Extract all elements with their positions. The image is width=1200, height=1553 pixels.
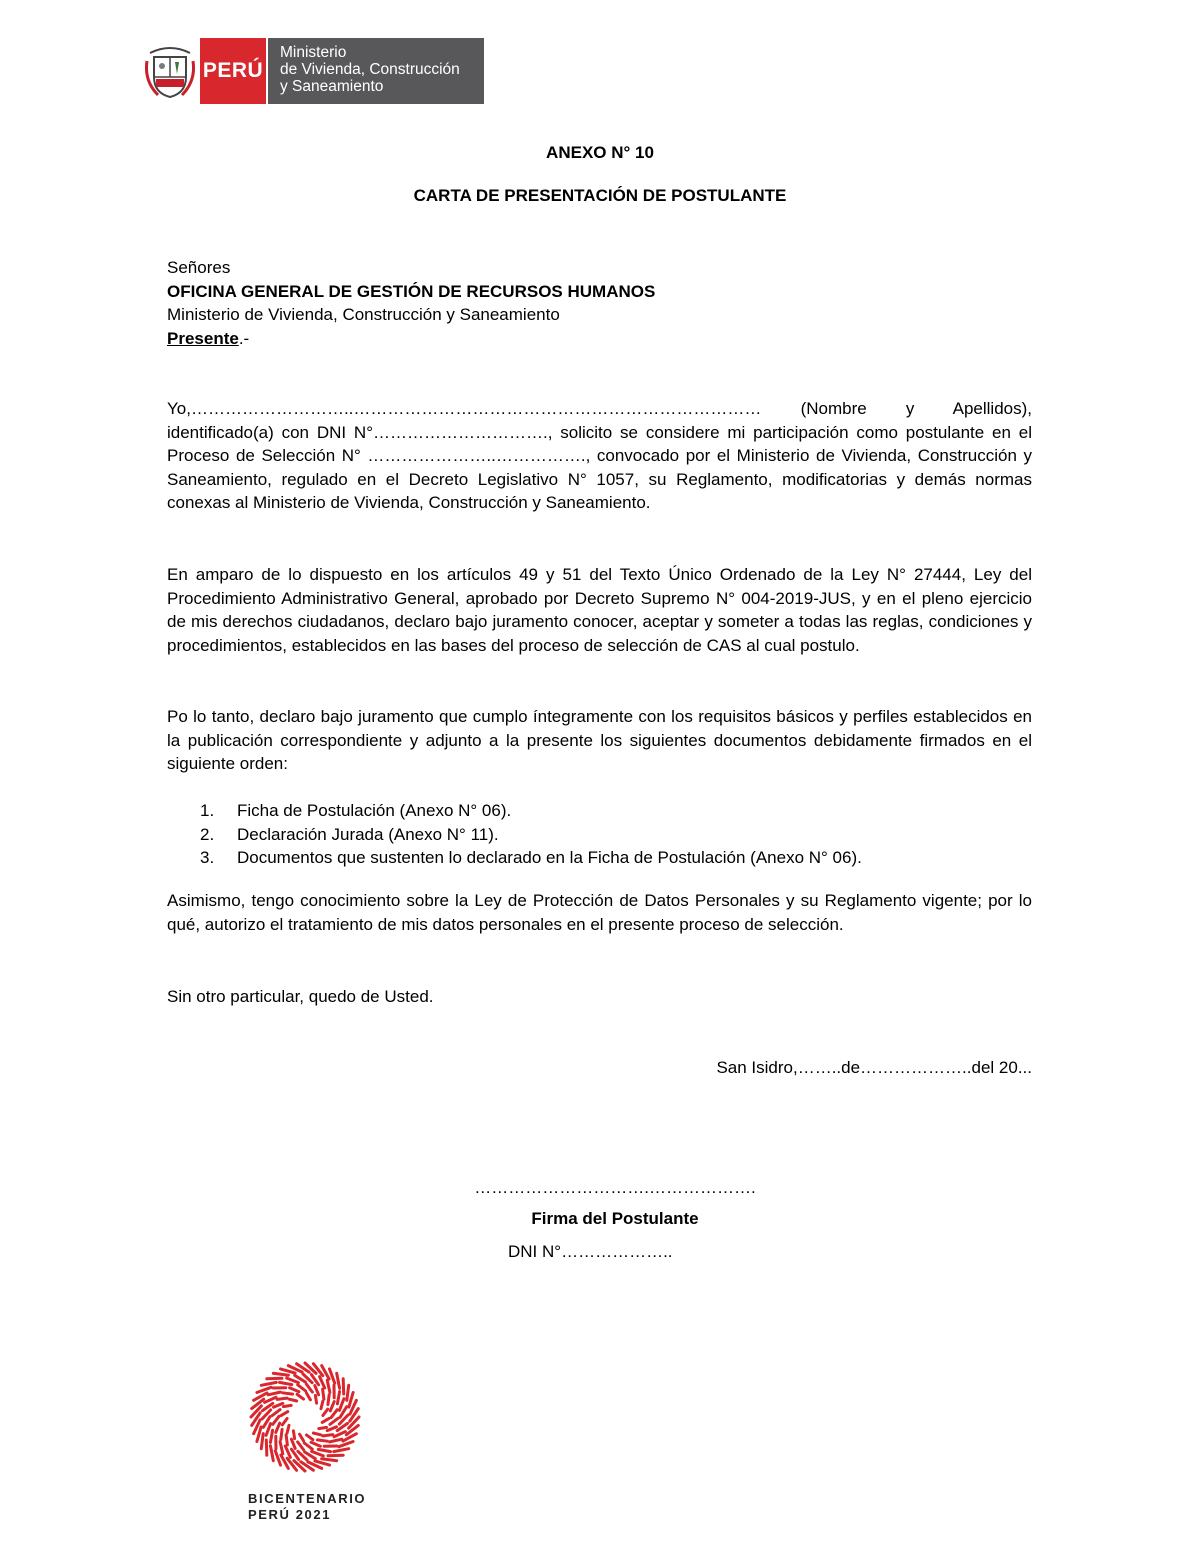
sunburst-ray [306, 1384, 312, 1392]
sunburst-ray [330, 1369, 335, 1383]
sunburst-ray [315, 1386, 319, 1395]
sunburst-ray [337, 1373, 340, 1388]
salutation: Señores [167, 258, 231, 277]
peru-coat-of-arms-icon [140, 38, 200, 104]
sunburst-ray [289, 1399, 297, 1401]
sunburst-ray [276, 1423, 280, 1432]
sunburst-ray [307, 1435, 313, 1440]
sunburst-ray [323, 1389, 324, 1399]
sunburst-ray [291, 1439, 295, 1448]
sunburst-ray [283, 1393, 293, 1394]
paragraph-data-protection: Asimismo, tengo conocimiento sobre la Ley de Protección de Datos Personales y su Reglamento vigente; por lo qué, autorizo el tratamiento de mis datos personales en el presente proceso de selección. [167, 891, 1032, 934]
sunburst-ray [281, 1369, 296, 1373]
presente-line [167, 327, 1032, 351]
sunburst-ray [280, 1382, 292, 1384]
ministry-name: Ministerio de Vivienda, Construcción y Saneamiento [167, 305, 560, 324]
sunburst-ray [266, 1440, 267, 1455]
sunburst-ray [266, 1424, 271, 1436]
annex-title: ANEXO N° 10 [546, 143, 654, 162]
sunburst-ray [347, 1385, 349, 1400]
sunburst-ray [328, 1455, 343, 1456]
sunburst-ray [281, 1429, 282, 1439]
sunburst-ray [293, 1431, 294, 1439]
presente-suffix: .- [238, 328, 250, 348]
sunburst-ray [270, 1446, 273, 1461]
sunburst-ray [330, 1418, 338, 1424]
ministry-header-logo [140, 38, 484, 104]
bicentenario-logo [240, 1355, 370, 1550]
list-item [200, 846, 862, 870]
sunburst-ray [300, 1434, 304, 1441]
sunburst-ray [268, 1392, 280, 1395]
bicentenario-text: BICENTENARIO [248, 1491, 367, 1506]
sunburst-ray [282, 1419, 287, 1425]
sunburst-ray [322, 1459, 337, 1461]
peru-2021-text: PERÚ 2021 [248, 1507, 332, 1522]
sunburst-ray [272, 1410, 280, 1416]
sunburst-ray [327, 1380, 330, 1392]
sunburst-ray [313, 1433, 321, 1435]
sunburst-ray [283, 1405, 291, 1406]
sunburst-ray [315, 1461, 330, 1465]
dni-line: DNI N°……………….. [508, 1242, 673, 1261]
sunburst-ray [322, 1418, 329, 1422]
list-item-text: Documentos que sustenten lo declarado en la Ficha de Postulación (Anexo N° 06). [237, 848, 862, 867]
sunburst-ray [334, 1432, 345, 1437]
paragraph-applicant-declaration: Yo,………………………..……………………………………………………………… (Nombre y Apellidos), identificado(a) con DNI N°…………………………., solicito se considere mi participación como postulante en el Proceso de Selección N° …………………..……………., convocado por el Ministerio de Vivienda, Construcción y Saneamiento, regulado en el Decreto Legislativo N° 1057, su Reglamento, modificatorias y demás normas conexas al Ministerio de Vivienda, Construcción y Saneamiento. [167, 399, 1032, 512]
ministry-name-box [268, 38, 484, 104]
documents-list [200, 799, 862, 870]
sunburst-ray [257, 1387, 271, 1392]
list-item-number: 2. [200, 824, 215, 844]
sunburst-ray [277, 1398, 287, 1399]
sunburst-ray [261, 1434, 263, 1449]
peru-label-box [200, 38, 266, 104]
sunburst-ray [320, 1377, 325, 1388]
sunburst-ray [315, 1395, 316, 1403]
list-item-text: Declaración Jurada (Anexo N° 11). [237, 824, 499, 844]
sunburst-ray [265, 1397, 276, 1402]
sunburst-ray [287, 1425, 289, 1433]
sunburst-ray [321, 1401, 323, 1409]
office-name: OFICINA GENERAL DE GESTIÓN DE RECURSOS HUMANOS [167, 281, 656, 301]
sunburst-ray [323, 1435, 333, 1436]
country-label: PERÚ [202, 59, 264, 82]
sunburst-ray [267, 1378, 282, 1379]
paragraph-documents-intro: Po lo tanto, declaro bajo juramento que cumplo íntegramente con los requisitos básicos y perfiles establecidos en la publicación correspondiente y adjunto a la presente los siguientes documentos debidamente firmados en el siguiente orden: [167, 707, 1032, 773]
list-item [200, 799, 862, 823]
sunburst-ray [298, 1385, 306, 1391]
sunburst-ray [330, 1402, 334, 1411]
sunburst-ray [339, 1442, 353, 1447]
sunburst-ray [330, 1439, 342, 1442]
sunburst-ray [270, 1430, 272, 1442]
sunburst-ray [317, 1440, 327, 1441]
signature-label: Firma del Postulante [531, 1209, 699, 1228]
place-date-line: San Isidro,……..de………………..del 20... [716, 1058, 1032, 1077]
address-block [167, 256, 1032, 350]
sunburst-ray [334, 1449, 349, 1452]
sunburst-ray [281, 1412, 288, 1416]
sunburst-ray [331, 1410, 337, 1418]
closing-line: Sin otro particular, quedo de Usted. [167, 987, 434, 1006]
sunburst-ray [274, 1403, 283, 1407]
sunburst-ray [319, 1427, 327, 1428]
sunburst-ray [318, 1449, 330, 1451]
sunburst-ray [349, 1393, 353, 1408]
paragraph-legal-basis: En amparo de lo dispuesto en los artículos 49 y 51 del Texto Único Ordenado de la Ley N° 27444, Ley del Procedimiento Administrativo General, aprobado por Decreto Supremo N° 004-2019-JUS, y en el pleno ejercicio de mis derechos ciudadanos, declaro bajo juramento conocer, aceptar y someter a todas las reglas, condiciones y procedimientos, establecidos en las bases del proceso de selección de CAS al cual postulo. [167, 565, 1032, 655]
signature-dotted-line: ………………………….………………. [474, 1178, 756, 1197]
sunburst-ray [261, 1382, 276, 1385]
sunburst-ray [311, 1442, 320, 1446]
list-item-number: 3. [200, 848, 215, 867]
sunburst-ray [273, 1373, 288, 1375]
sunburst-ray [312, 1451, 324, 1456]
sunburst-ray [273, 1416, 279, 1424]
sunburst-ray [327, 1427, 336, 1431]
sunburst-ray [343, 1379, 344, 1394]
sunburst-ray [285, 1446, 290, 1457]
sunburst-ray [287, 1378, 299, 1383]
sunburst-ray [298, 1442, 304, 1450]
sunburst-ray [306, 1393, 310, 1400]
list-item-text: Ficha de Postulación (Anexo N° 06). [237, 801, 512, 820]
presente-word: Presente [167, 328, 239, 348]
ministry-line-2: de Vivienda, Construcción [280, 61, 460, 78]
sunburst-ray [297, 1394, 303, 1399]
letter-title: CARTA DE PRESENTACIÓN DE POSTULANTE [413, 186, 787, 205]
sunburst-ray [275, 1451, 280, 1465]
sunburst-ray [328, 1395, 329, 1405]
ministry-line-1: Ministerio [280, 44, 347, 61]
sunburst-ray [280, 1442, 283, 1454]
sunburst-ray [304, 1443, 312, 1449]
sunburst-ray [323, 1409, 328, 1415]
sunburst-ray [339, 1399, 344, 1411]
list-item-number: 1. [200, 801, 215, 820]
sunburst-ray [290, 1388, 299, 1392]
ministry-line-3: y Saneamiento [280, 78, 384, 95]
sunburst-ray [286, 1435, 287, 1445]
list-item [200, 823, 862, 847]
sunburst-ray [257, 1427, 261, 1442]
sunburst-ray [337, 1392, 339, 1404]
bicentenario-sunburst-icon [240, 1355, 370, 1485]
